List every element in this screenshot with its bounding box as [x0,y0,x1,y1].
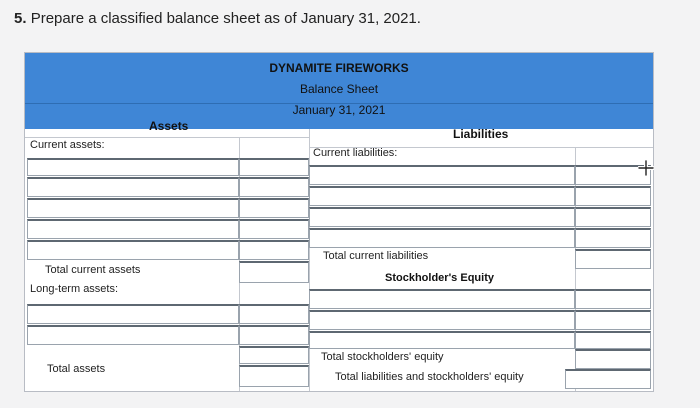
balance-sheet-header [25,53,653,129]
current-assets-label: Current assets: [30,139,105,151]
current-asset-name-5[interactable] [27,240,239,260]
long-term-asset-name-2[interactable] [27,325,239,345]
current-asset-amount-2[interactable] [239,177,309,197]
equity-item-amount-1[interactable] [575,289,651,309]
current-asset-name-1[interactable] [27,158,239,176]
equity-item-name-1[interactable] [309,289,575,309]
current-asset-amount-4[interactable] [239,219,309,239]
total-equity-amount[interactable] [575,349,651,369]
total-current-assets-label: Total current assets [45,264,141,276]
long-term-asset-name-1[interactable] [27,304,239,324]
current-liability-name-3[interactable] [309,207,575,227]
liabilities-heading: Liabilities [453,127,509,141]
current-liability-name-4[interactable] [309,228,575,248]
current-liability-amount-2[interactable] [575,186,651,206]
long-term-asset-amount-1[interactable] [239,304,309,324]
long-term-asset-amount-2[interactable] [239,325,309,345]
balance-sheet-form [24,52,654,392]
long-term-assets-label: Long-term assets: [30,283,119,295]
statement-title: Balance Sheet [299,82,379,96]
total-equity-label: Total stockholders' equity [321,351,444,363]
total-current-liabilities-label: Total current liabilities [323,250,429,262]
current-asset-name-4[interactable] [27,219,239,239]
current-liabilities-label: Current liabilities: [313,147,398,159]
equity-item-amount-2[interactable] [575,310,651,330]
crosshair-cursor-icon [638,160,654,176]
equity-item-name-3[interactable] [309,331,575,349]
question-number: 5. [14,10,27,27]
current-asset-name-3[interactable] [27,198,239,218]
equity-item-name-2[interactable] [309,310,575,330]
current-asset-amount-5[interactable] [239,240,309,260]
assets-heading: Assets [149,119,189,133]
current-asset-amount-3[interactable] [239,198,309,218]
company-name: DYNAMITE FIREWORKS [269,61,409,75]
total-current-liabilities-amount[interactable] [575,249,651,269]
current-liability-amount-3[interactable] [575,207,651,227]
total-assets-amount[interactable] [239,365,309,387]
question-text [14,10,421,27]
current-liability-name-1[interactable] [309,165,575,185]
long-term-asset-amount-3[interactable] [239,346,309,364]
statement-date: January 31, 2021 [292,103,386,117]
current-asset-name-2[interactable] [27,177,239,197]
current-asset-amount-1[interactable] [239,158,309,176]
total-liabilities-equity-label: Total liabilities and stockholders' equity [335,371,524,383]
current-liability-name-2[interactable] [309,186,575,206]
equity-heading: Stockholder's Equity [385,272,494,284]
equity-item-amount-3[interactable] [575,331,651,349]
current-liability-amount-4[interactable] [575,228,651,248]
question-body: Prepare a classified balance sheet as of January 31, 2021. [30,10,421,27]
total-current-assets-amount[interactable] [239,261,309,283]
total-liabilities-equity-amount[interactable] [565,369,651,389]
total-assets-label: Total assets [47,363,106,375]
